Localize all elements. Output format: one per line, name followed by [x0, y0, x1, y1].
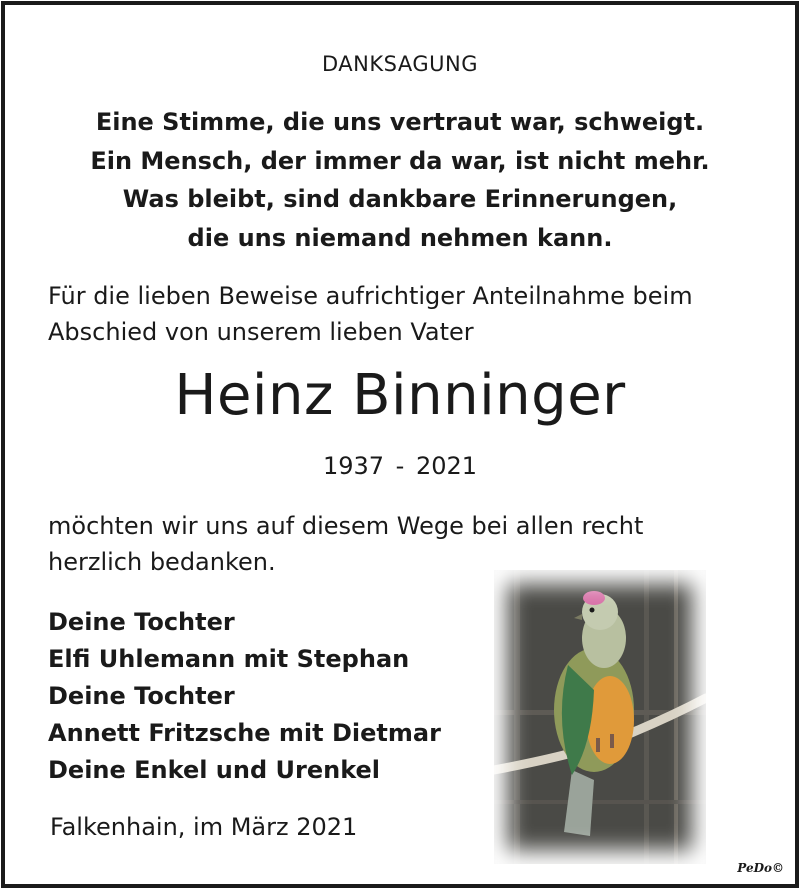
intro-text [48, 278, 693, 350]
signer-line: Deine Tochter [48, 682, 235, 710]
place-date: Falkenhain, im März 2021 [50, 813, 358, 841]
life-years: 1937 - 2021 [322, 452, 478, 480]
poem-line: Ein Mensch, der immer da war, ist nicht mehr. [90, 146, 710, 175]
poem-line: Eine Stimme, die uns vertraut war, schweigt. [95, 108, 705, 136]
signer-line: Elfi Uhlemann mit Stephan [48, 645, 410, 673]
poem [0, 103, 800, 257]
intro-line: Abschied von unserem lieben Vater [48, 318, 474, 346]
signer-line: Deine Tochter [48, 608, 235, 636]
intro-line: Für die lieben Beweise aufrichtiger Anteilnahme beim [48, 282, 693, 310]
poem-line: die uns niemand nehmen kann. [187, 223, 613, 252]
bird-photo [494, 570, 706, 864]
deceased-name: Heinz Binninger [174, 363, 626, 428]
thanks-line: möchten wir uns auf diesem Wege bei allen recht [48, 512, 644, 540]
notice-heading: DANKSAGUNG [322, 52, 478, 76]
signers-list [48, 604, 441, 789]
signer-line: Deine Enkel und Urenkel [48, 756, 381, 784]
poem-line: Was bleibt, sind dankbare Erinnerungen, [122, 185, 678, 213]
signer-line: Annett Fritzsche mit Dietmar [48, 719, 441, 747]
publisher-mark: PeDo© [737, 861, 784, 875]
photo-vignette [494, 570, 706, 864]
thanks-line: herzlich bedanken. [48, 548, 276, 576]
